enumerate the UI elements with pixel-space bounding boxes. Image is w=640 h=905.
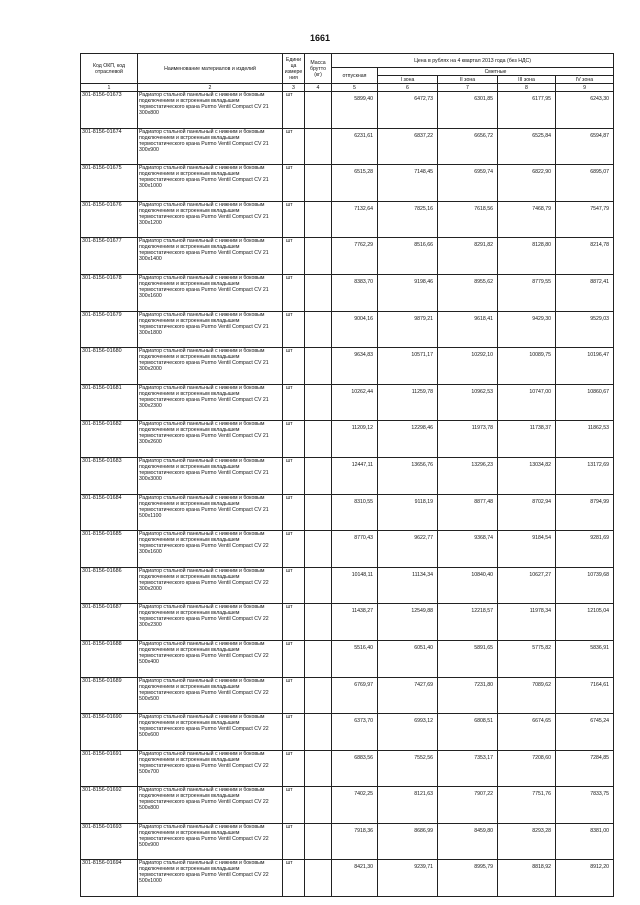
price-table bbox=[80, 53, 614, 897]
table-row bbox=[81, 384, 614, 421]
price-zone-3: 7089,62 bbox=[498, 677, 556, 714]
header-zone-1: I зона bbox=[378, 76, 438, 84]
header-zone-3: III зона bbox=[498, 76, 556, 84]
price-zone-1: 6993,12 bbox=[378, 714, 438, 751]
item-code: 301-8156-01688 bbox=[81, 640, 138, 677]
item-name: Радиатор стальной панельный с нижним и боковым подключением и встроенным вкладышем термостатического крана Purmo Ventil Compact CV 21 300x1600 bbox=[138, 274, 283, 311]
column-number: 2 bbox=[138, 84, 283, 92]
price-zone-4: 9281,69 bbox=[556, 531, 614, 568]
price-release: 10262,44 bbox=[332, 384, 378, 421]
price-zone-3: 8128,80 bbox=[498, 238, 556, 275]
price-zone-3: 8779,55 bbox=[498, 274, 556, 311]
item-code: 301-8156-01687 bbox=[81, 604, 138, 641]
price-zone-4: 6243,30 bbox=[556, 92, 614, 129]
price-zone-3: 6525,84 bbox=[498, 128, 556, 165]
price-zone-2: 10292,10 bbox=[438, 348, 498, 385]
item-mass bbox=[305, 201, 332, 238]
item-name: Радиатор стальной панельный с нижним и боковым подключением и встроенным вкладышем термостатического крана Purmo Ventil Compact CV 22 300x1600 bbox=[138, 531, 283, 568]
price-zone-1: 8686,99 bbox=[378, 823, 438, 860]
item-name: Радиатор стальной панельный с нижним и боковым подключением и встроенным вкладышем термостатического крана Purmo Ventil Compact CV 21 300x2300 bbox=[138, 384, 283, 421]
item-mass bbox=[305, 274, 332, 311]
item-code: 301-8156-01679 bbox=[81, 311, 138, 348]
price-release: 7762,29 bbox=[332, 238, 378, 275]
table-row bbox=[81, 750, 614, 787]
price-zone-3: 5775,82 bbox=[498, 640, 556, 677]
item-mass bbox=[305, 92, 332, 129]
price-zone-4: 12105,04 bbox=[556, 604, 614, 641]
item-name: Радиатор стальной панельный с нижним и боковым подключением и встроенным вкладышем термостатического крана Purmo Ventil Compact CV 21 300x1800 bbox=[138, 311, 283, 348]
price-zone-3: 7751,76 bbox=[498, 787, 556, 824]
price-zone-3: 9184,54 bbox=[498, 531, 556, 568]
table-row bbox=[81, 92, 614, 129]
price-zone-1: 9622,77 bbox=[378, 531, 438, 568]
item-unit: шт bbox=[283, 677, 305, 714]
price-zone-1: 8516,66 bbox=[378, 238, 438, 275]
price-zone-1: 8121,63 bbox=[378, 787, 438, 824]
item-name: Радиатор стальной панельный с нижним и боковым подключением и встроенным вкладышем термостатического крана Purmo Ventil Compact CV 22 500x600 bbox=[138, 714, 283, 751]
table-row bbox=[81, 201, 614, 238]
price-zone-3: 10627,27 bbox=[498, 567, 556, 604]
item-code: 301-8156-01690 bbox=[81, 714, 138, 751]
item-mass bbox=[305, 714, 332, 751]
item-unit: шт bbox=[283, 348, 305, 385]
price-zone-2: 8877,48 bbox=[438, 494, 498, 531]
item-unit: шт bbox=[283, 604, 305, 641]
header-estimate: Сметные bbox=[378, 68, 614, 76]
item-unit: шт bbox=[283, 165, 305, 202]
item-unit: шт bbox=[283, 567, 305, 604]
price-zone-4: 6895,07 bbox=[556, 165, 614, 202]
price-release: 6769,97 bbox=[332, 677, 378, 714]
price-zone-1: 6472,73 bbox=[378, 92, 438, 129]
price-zone-4: 7547,79 bbox=[556, 201, 614, 238]
item-name: Радиатор стальной панельный с нижним и боковым подключением и встроенным вкладышем термостатического крана Purmo Ventil Compact CV 21 300x800 bbox=[138, 92, 283, 129]
item-unit: шт bbox=[283, 750, 305, 787]
item-unit: шт bbox=[283, 274, 305, 311]
item-unit: шт bbox=[283, 238, 305, 275]
price-zone-4: 8794,99 bbox=[556, 494, 614, 531]
price-release: 7132,64 bbox=[332, 201, 378, 238]
table-row bbox=[81, 604, 614, 641]
header-code: Код ОКП, код отраслевой bbox=[81, 54, 138, 84]
item-name: Радиатор стальной панельный с нижним и боковым подключением и встроенным вкладышем термостатического крана Purmo Ventil Compact CV 22 500x500 bbox=[138, 677, 283, 714]
price-zone-4: 10860,67 bbox=[556, 384, 614, 421]
price-zone-2: 10840,40 bbox=[438, 567, 498, 604]
item-code: 301-8156-01678 bbox=[81, 274, 138, 311]
price-zone-4: 8381,00 bbox=[556, 823, 614, 860]
price-zone-3: 8702,94 bbox=[498, 494, 556, 531]
price-release: 11438,27 bbox=[332, 604, 378, 641]
item-code: 301-8156-01673 bbox=[81, 92, 138, 129]
price-zone-4: 10196,47 bbox=[556, 348, 614, 385]
item-code: 301-8156-01686 bbox=[81, 567, 138, 604]
item-mass bbox=[305, 348, 332, 385]
price-zone-2: 9618,41 bbox=[438, 311, 498, 348]
table-row bbox=[81, 714, 614, 751]
price-zone-1: 6051,40 bbox=[378, 640, 438, 677]
price-release: 6515,28 bbox=[332, 165, 378, 202]
table-row bbox=[81, 128, 614, 165]
item-mass bbox=[305, 421, 332, 458]
table-row bbox=[81, 531, 614, 568]
item-unit: шт bbox=[283, 531, 305, 568]
item-unit: шт bbox=[283, 787, 305, 824]
price-zone-4: 7833,75 bbox=[556, 787, 614, 824]
column-number: 9 bbox=[556, 84, 614, 92]
item-mass bbox=[305, 787, 332, 824]
price-zone-2: 6959,74 bbox=[438, 165, 498, 202]
item-name: Радиатор стальной панельный с нижним и боковым подключением и встроенным вкладышем термостатического крана Purmo Ventil Compact CV 22 300x2300 bbox=[138, 604, 283, 641]
price-zone-3: 11978,34 bbox=[498, 604, 556, 641]
header-release: отпускная bbox=[332, 68, 378, 84]
item-name: Радиатор стальной панельный с нижним и боковым подключением и встроенным вкладышем термостатического крана Purmo Ventil Compact CV 21 300x3000 bbox=[138, 457, 283, 494]
table-row bbox=[81, 348, 614, 385]
item-unit: шт bbox=[283, 421, 305, 458]
price-release: 5899,40 bbox=[332, 92, 378, 129]
price-zone-2: 9368,74 bbox=[438, 531, 498, 568]
price-release: 6231,61 bbox=[332, 128, 378, 165]
item-unit: шт bbox=[283, 311, 305, 348]
item-code: 301-8156-01683 bbox=[81, 457, 138, 494]
price-zone-4: 8872,41 bbox=[556, 274, 614, 311]
item-name: Радиатор стальной панельный с нижним и боковым подключением и встроенным вкладышем термостатического крана Purmo Ventil Compact CV 22 500x700 bbox=[138, 750, 283, 787]
header-name: Наименование материалов и изделий bbox=[138, 54, 283, 84]
price-zone-1: 13656,76 bbox=[378, 457, 438, 494]
price-zone-1: 7148,45 bbox=[378, 165, 438, 202]
price-zone-1: 9118,19 bbox=[378, 494, 438, 531]
item-unit: шт bbox=[283, 128, 305, 165]
table-row bbox=[81, 823, 614, 860]
price-zone-4: 7284,85 bbox=[556, 750, 614, 787]
item-unit: шт bbox=[283, 384, 305, 421]
item-mass bbox=[305, 238, 332, 275]
price-zone-2: 10962,53 bbox=[438, 384, 498, 421]
price-zone-4: 11862,53 bbox=[556, 421, 614, 458]
item-name: Радиатор стальной панельный с нижним и боковым подключением и встроенным вкладышем термостатического крана Purmo Ventil Compact CV 21 300x900 bbox=[138, 128, 283, 165]
price-zone-2: 7353,17 bbox=[438, 750, 498, 787]
item-mass bbox=[305, 494, 332, 531]
price-zone-2: 11973,78 bbox=[438, 421, 498, 458]
price-zone-1: 9239,71 bbox=[378, 860, 438, 897]
item-name: Радиатор стальной панельный с нижним и боковым подключением и встроенным вкладышем термостатического крана Purmo Ventil Compact CV 22 500x900 bbox=[138, 823, 283, 860]
page-number: 1661 bbox=[309, 33, 331, 43]
column-number: 6 bbox=[378, 84, 438, 92]
price-zone-1: 7552,56 bbox=[378, 750, 438, 787]
item-code: 301-8156-01674 bbox=[81, 128, 138, 165]
item-name: Радиатор стальной панельный с нижним и боковым подключением и встроенным вкладышем термостатического крана Purmo Ventil Compact CV 21 300x1400 bbox=[138, 238, 283, 275]
item-mass bbox=[305, 128, 332, 165]
price-zone-2: 6808,51 bbox=[438, 714, 498, 751]
price-zone-3: 6822,90 bbox=[498, 165, 556, 202]
table-row bbox=[81, 860, 614, 897]
column-number-row bbox=[81, 84, 614, 92]
item-mass bbox=[305, 604, 332, 641]
price-release: 8421,30 bbox=[332, 860, 378, 897]
price-release: 10148,11 bbox=[332, 567, 378, 604]
price-zone-4: 8912,20 bbox=[556, 860, 614, 897]
item-code: 301-8156-01689 bbox=[81, 677, 138, 714]
price-zone-4: 6745,24 bbox=[556, 714, 614, 751]
item-unit: шт bbox=[283, 823, 305, 860]
item-mass bbox=[305, 384, 332, 421]
item-unit: шт bbox=[283, 640, 305, 677]
item-code: 301-8156-01692 bbox=[81, 787, 138, 824]
price-zone-1: 11134,34 bbox=[378, 567, 438, 604]
price-zone-3: 7468,79 bbox=[498, 201, 556, 238]
item-mass bbox=[305, 750, 332, 787]
table-row bbox=[81, 787, 614, 824]
item-mass bbox=[305, 640, 332, 677]
item-name: Радиатор стальной панельный с нижним и боковым подключением и встроенным вкладышем термостатического крана Purmo Ventil Compact CV 21 300x1200 bbox=[138, 201, 283, 238]
price-zone-2: 8955,62 bbox=[438, 274, 498, 311]
price-zone-2: 6301,85 bbox=[438, 92, 498, 129]
header-zone-2: II зона bbox=[438, 76, 498, 84]
price-zone-4: 10739,68 bbox=[556, 567, 614, 604]
item-unit: шт bbox=[283, 457, 305, 494]
price-zone-4: 5836,91 bbox=[556, 640, 614, 677]
item-name: Радиатор стальной панельный с нижним и боковым подключением и встроенным вкладышем термостатического крана Purmo Ventil Compact CV 22 500x800 bbox=[138, 787, 283, 824]
table-row bbox=[81, 640, 614, 677]
item-code: 301-8156-01685 bbox=[81, 531, 138, 568]
price-zone-4: 7164,61 bbox=[556, 677, 614, 714]
header-mass: Масса брутто (кг) bbox=[305, 54, 332, 84]
price-zone-3: 8818,92 bbox=[498, 860, 556, 897]
price-release: 8310,55 bbox=[332, 494, 378, 531]
price-zone-1: 6837,22 bbox=[378, 128, 438, 165]
price-release: 12447,11 bbox=[332, 457, 378, 494]
price-zone-1: 12549,88 bbox=[378, 604, 438, 641]
item-mass bbox=[305, 531, 332, 568]
price-release: 9004,16 bbox=[332, 311, 378, 348]
item-name: Радиатор стальной панельный с нижним и боковым подключением и встроенным вкладышем термостатического крана Purmo Ventil Compact CV 22 300x2000 bbox=[138, 567, 283, 604]
price-zone-2: 8995,79 bbox=[438, 860, 498, 897]
price-zone-1: 12298,46 bbox=[378, 421, 438, 458]
column-number: 7 bbox=[438, 84, 498, 92]
table-row bbox=[81, 567, 614, 604]
price-zone-2: 13296,23 bbox=[438, 457, 498, 494]
price-release: 7402,25 bbox=[332, 787, 378, 824]
item-name: Радиатор стальной панельный с нижним и боковым подключением и встроенным вкладышем термостатического крана Purmo Ventil Compact CV 21 300x2600 bbox=[138, 421, 283, 458]
price-release: 7918,36 bbox=[332, 823, 378, 860]
item-name: Радиатор стальной панельный с нижним и боковым подключением и встроенным вкладышем термостатического крана Purmo Ventil Compact CV 22 500x400 bbox=[138, 640, 283, 677]
item-unit: шт bbox=[283, 201, 305, 238]
table-row bbox=[81, 311, 614, 348]
item-code: 301-8156-01694 bbox=[81, 860, 138, 897]
table-row bbox=[81, 165, 614, 202]
item-code: 301-8156-01676 bbox=[81, 201, 138, 238]
price-zone-3: 6674,65 bbox=[498, 714, 556, 751]
price-zone-3: 7208,60 bbox=[498, 750, 556, 787]
price-release: 11209,12 bbox=[332, 421, 378, 458]
table-row bbox=[81, 677, 614, 714]
price-zone-2: 8291,82 bbox=[438, 238, 498, 275]
column-number: 3 bbox=[283, 84, 305, 92]
table-row bbox=[81, 457, 614, 494]
price-release: 6373,70 bbox=[332, 714, 378, 751]
item-unit: шт bbox=[283, 494, 305, 531]
table-row bbox=[81, 494, 614, 531]
item-mass bbox=[305, 457, 332, 494]
item-mass bbox=[305, 311, 332, 348]
item-code: 301-8156-01681 bbox=[81, 384, 138, 421]
price-zone-4: 6594,87 bbox=[556, 128, 614, 165]
price-zone-3: 10747,00 bbox=[498, 384, 556, 421]
price-zone-1: 11259,78 bbox=[378, 384, 438, 421]
item-mass bbox=[305, 860, 332, 897]
price-zone-2: 12218,57 bbox=[438, 604, 498, 641]
price-zone-2: 7231,80 bbox=[438, 677, 498, 714]
item-code: 301-8156-01675 bbox=[81, 165, 138, 202]
price-zone-1: 9198,46 bbox=[378, 274, 438, 311]
item-code: 301-8156-01691 bbox=[81, 750, 138, 787]
header-unit: Едини ца измере ния bbox=[283, 54, 305, 84]
item-code: 301-8156-01693 bbox=[81, 823, 138, 860]
price-release: 5516,40 bbox=[332, 640, 378, 677]
header-zone-4: IV зона bbox=[556, 76, 614, 84]
price-zone-1: 10571,17 bbox=[378, 348, 438, 385]
price-zone-3: 13034,82 bbox=[498, 457, 556, 494]
price-zone-4: 9529,03 bbox=[556, 311, 614, 348]
item-unit: шт bbox=[283, 92, 305, 129]
price-zone-3: 10089,75 bbox=[498, 348, 556, 385]
price-zone-3: 11738,37 bbox=[498, 421, 556, 458]
price-zone-2: 8459,80 bbox=[438, 823, 498, 860]
price-zone-2: 6656,72 bbox=[438, 128, 498, 165]
price-zone-3: 6177,95 bbox=[498, 92, 556, 129]
price-release: 6883,56 bbox=[332, 750, 378, 787]
table-row bbox=[81, 421, 614, 458]
item-name: Радиатор стальной панельный с нижним и боковым подключением и встроенным вкладышем термостатического крана Purmo Ventil Compact CV 21 300x2000 bbox=[138, 348, 283, 385]
price-release: 9634,83 bbox=[332, 348, 378, 385]
item-mass bbox=[305, 823, 332, 860]
item-name: Радиатор стальной панельный с нижним и боковым подключением и встроенным вкладышем термостатического крана Purmo Ventil Compact CV 21 500x1100 bbox=[138, 494, 283, 531]
item-mass bbox=[305, 567, 332, 604]
price-zone-3: 8293,28 bbox=[498, 823, 556, 860]
item-code: 301-8156-01682 bbox=[81, 421, 138, 458]
item-code: 301-8156-01677 bbox=[81, 238, 138, 275]
item-code: 301-8156-01680 bbox=[81, 348, 138, 385]
price-release: 8383,70 bbox=[332, 274, 378, 311]
price-zone-3: 9429,30 bbox=[498, 311, 556, 348]
price-release: 8770,43 bbox=[332, 531, 378, 568]
item-mass bbox=[305, 165, 332, 202]
price-zone-1: 7427,69 bbox=[378, 677, 438, 714]
price-zone-2: 7907,22 bbox=[438, 787, 498, 824]
column-number: 4 bbox=[305, 84, 332, 92]
item-mass bbox=[305, 677, 332, 714]
price-zone-4: 8214,78 bbox=[556, 238, 614, 275]
column-number: 1 bbox=[81, 84, 138, 92]
price-zone-4: 13172,69 bbox=[556, 457, 614, 494]
column-number: 5 bbox=[332, 84, 378, 92]
column-number: 8 bbox=[498, 84, 556, 92]
price-zone-2: 5891,65 bbox=[438, 640, 498, 677]
item-name: Радиатор стальной панельный с нижним и боковым подключением и встроенным вкладышем термостатического крана Purmo Ventil Compact CV 22 500x1000 bbox=[138, 860, 283, 897]
item-name: Радиатор стальной панельный с нижним и боковым подключением и встроенным вкладышем термостатического крана Purmo Ventil Compact CV 21 300x1000 bbox=[138, 165, 283, 202]
item-unit: шт bbox=[283, 714, 305, 751]
item-unit: шт bbox=[283, 860, 305, 897]
price-zone-2: 7618,56 bbox=[438, 201, 498, 238]
header-price-group: Цена в рублях на 4 квартал 2013 года (без НДС) bbox=[332, 54, 614, 68]
price-zone-1: 9879,21 bbox=[378, 311, 438, 348]
price-zone-1: 7825,16 bbox=[378, 201, 438, 238]
table-row bbox=[81, 274, 614, 311]
table-row bbox=[81, 238, 614, 275]
item-code: 301-8156-01684 bbox=[81, 494, 138, 531]
